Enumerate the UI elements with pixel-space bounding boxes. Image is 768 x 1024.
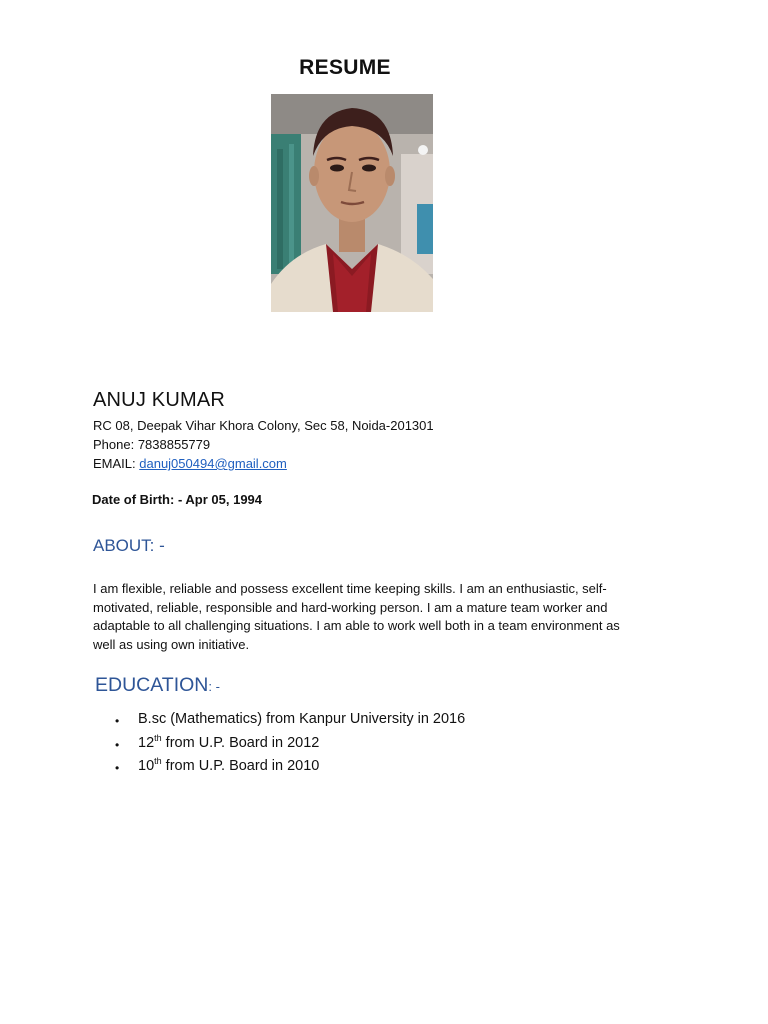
education-item-lead: B.sc (Mathematics) from Kanpur University in 2016 (138, 711, 466, 727)
bullet-dot-icon: • (115, 714, 120, 728)
list-item (115, 711, 465, 735)
education-list (115, 711, 465, 782)
education-item-rest: from U.P. Board in 2012 (161, 734, 320, 751)
about-heading: ABOUT: - (93, 536, 165, 555)
profile-photo (271, 94, 433, 312)
education-item-lead: 12 (138, 734, 155, 751)
education-heading (95, 674, 220, 697)
about-line: motivated, reliable, responsible and hard-working person. I am a mature team worker and (93, 599, 608, 615)
about-line: well as using own initiative. (93, 636, 250, 652)
about-line: adaptable to all challenging situations. I am able to work well both in a team environment as (93, 618, 620, 633)
date-of-birth: Date of Birth: - Apr 05, 1994 (92, 492, 263, 507)
list-item (115, 732, 465, 759)
bullet-dot-icon: • (115, 737, 120, 752)
education-item-lead: 10 (138, 758, 155, 774)
phone-line: Phone: 7838855779 (93, 437, 211, 452)
education-item-ordinal: th (154, 732, 162, 743)
address-line: RC 08, Deepak Vihar Khora Colony, Sec 58, Noida-201301 (93, 418, 434, 433)
page-title: RESUME (299, 56, 391, 79)
education-heading-suffix: : - (208, 679, 220, 694)
email-label: EMAIL: (93, 456, 140, 471)
education-heading-label: EDUCATION (95, 674, 209, 696)
about-paragraph (93, 580, 693, 654)
list-item (115, 758, 465, 782)
candidate-name: ANUJ KUMAR (93, 389, 226, 411)
email-link[interactable]: danuj050494@gmail.com (139, 456, 287, 471)
bullet-dot-icon: • (115, 761, 120, 775)
education-item-ordinal: th (154, 756, 162, 767)
education-item-rest: from U.P. Board in 2010 (161, 758, 320, 774)
email-line (93, 456, 287, 472)
about-line: I am flexible, reliable and possess excellent time keeping skills. I am an enthusiastic, self- (93, 581, 607, 596)
